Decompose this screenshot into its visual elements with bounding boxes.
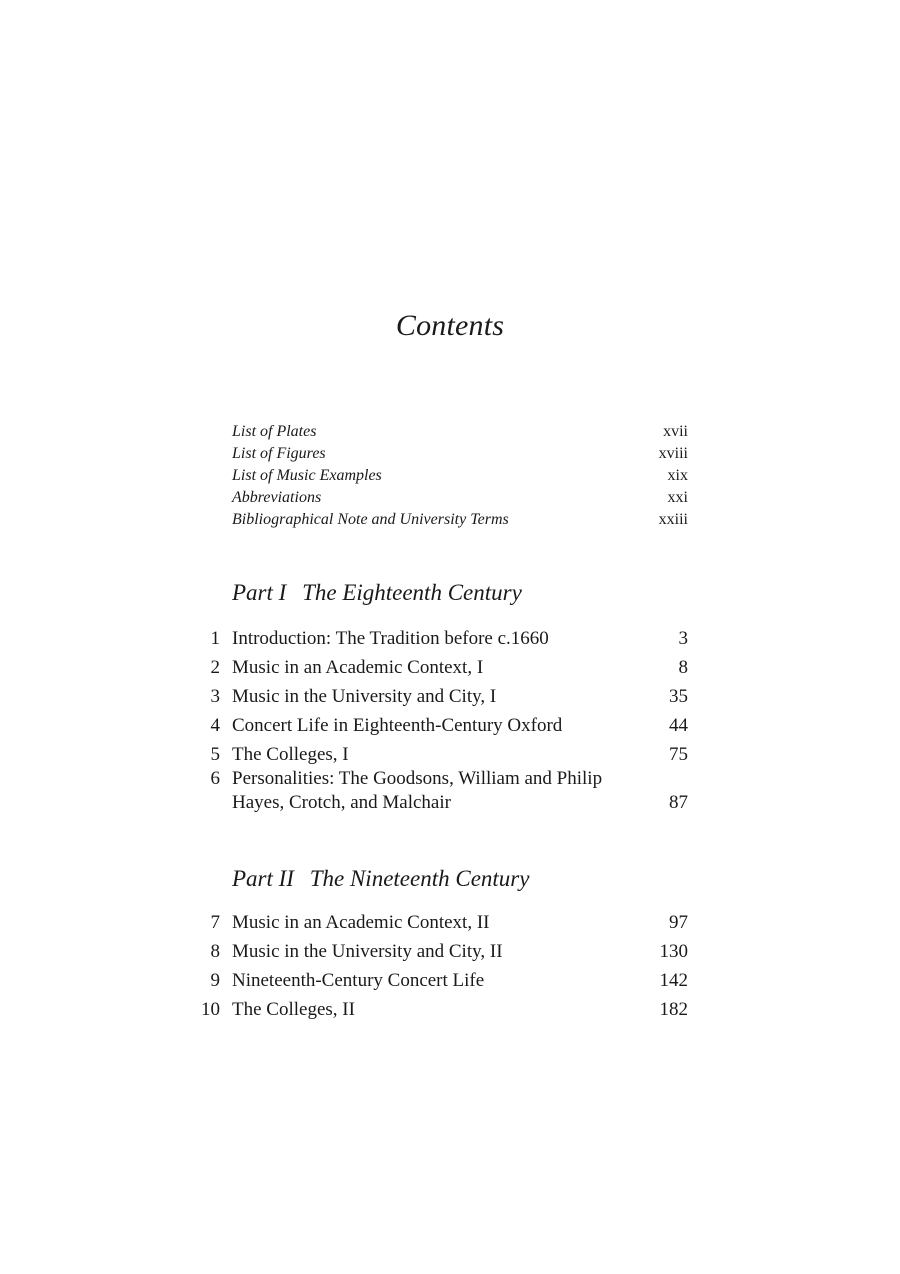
chapter-number: 2 (210, 657, 220, 678)
chapter-number: 7 (210, 912, 220, 933)
chapter-title: The Colleges, II (232, 999, 355, 1020)
chapter-page: 75 (669, 744, 688, 765)
part-number: Part II (232, 866, 294, 891)
chapter-page: 130 (659, 941, 688, 962)
chapter-title: The Colleges, I (232, 744, 349, 765)
page-title: Contents (395, 309, 505, 342)
chapter-title: Concert Life in Eighteenth-Century Oxford (232, 715, 563, 736)
front-matter-page: xix (667, 467, 688, 484)
chapter-number: 1 (210, 628, 220, 649)
part-heading (232, 580, 522, 606)
chapter-page: 44 (669, 715, 688, 736)
chapter-title: Music in an Academic Context, I (232, 657, 484, 678)
front-matter-page: xvii (663, 423, 688, 440)
chapter-number: 4 (210, 715, 220, 736)
chapter-row[interactable] (196, 906, 688, 935)
front-matter-label: List of Music Examples (232, 467, 382, 484)
chapter-list (196, 622, 688, 815)
chapter-page: 8 (678, 657, 688, 678)
chapter-page: 3 (678, 628, 688, 649)
chapter-number: 6 (210, 768, 220, 789)
chapter-number: 3 (210, 686, 220, 707)
chapter-row[interactable] (196, 767, 688, 815)
chapter-row[interactable] (196, 993, 688, 1022)
chapter-title: Music in the University and City, I (232, 686, 497, 707)
chapter-page: 97 (669, 912, 688, 933)
front-matter-label: List of Figures (232, 445, 326, 462)
front-matter-item[interactable] (232, 465, 688, 487)
chapter-row[interactable] (196, 935, 688, 964)
chapter-page: 87 (669, 792, 688, 813)
chapter-title: Music in the University and City, II (232, 941, 503, 962)
front-matter-label: List of Plates (232, 423, 317, 440)
chapter-row[interactable] (196, 738, 688, 767)
chapter-page: 142 (659, 970, 688, 991)
front-matter-item[interactable] (232, 421, 688, 443)
front-matter-page: xxiii (658, 511, 688, 528)
chapter-number: 8 (210, 941, 220, 962)
chapter-row[interactable] (196, 622, 688, 651)
chapter-number: 10 (201, 999, 220, 1020)
chapter-row[interactable] (196, 709, 688, 738)
part-title: The Eighteenth Century (302, 580, 522, 605)
part-number: Part I (232, 580, 287, 605)
chapter-list (196, 906, 688, 1022)
part-title: The Nineteenth Century (309, 866, 530, 891)
chapter-title: Music in an Academic Context, II (232, 912, 490, 933)
chapter-row[interactable] (196, 680, 688, 709)
front-matter-label: Abbreviations (232, 489, 322, 506)
chapter-page: 35 (669, 686, 688, 707)
front-matter-item[interactable] (232, 509, 688, 531)
chapter-title: Personalities: The Goodsons, William and Philip Hayes, Crotch, and Malchair (232, 768, 603, 813)
chapter-page: 182 (659, 999, 688, 1020)
front-matter-page: xviii (658, 445, 688, 462)
chapter-number: 5 (210, 744, 220, 765)
chapter-number: 9 (210, 970, 220, 991)
part-heading (232, 866, 529, 892)
chapter-title: Nineteenth-Century Concert Life (232, 970, 485, 991)
chapter-row[interactable] (196, 651, 688, 680)
front-matter-item[interactable] (232, 487, 688, 509)
front-matter-page: xxi (667, 489, 688, 506)
chapter-title: Introduction: The Tradition before c.1660 (232, 628, 549, 649)
chapter-row[interactable] (196, 964, 688, 993)
front-matter-item[interactable] (232, 443, 688, 465)
front-matter-list (232, 421, 688, 531)
front-matter-label: Bibliographical Note and University Terms (232, 511, 509, 528)
